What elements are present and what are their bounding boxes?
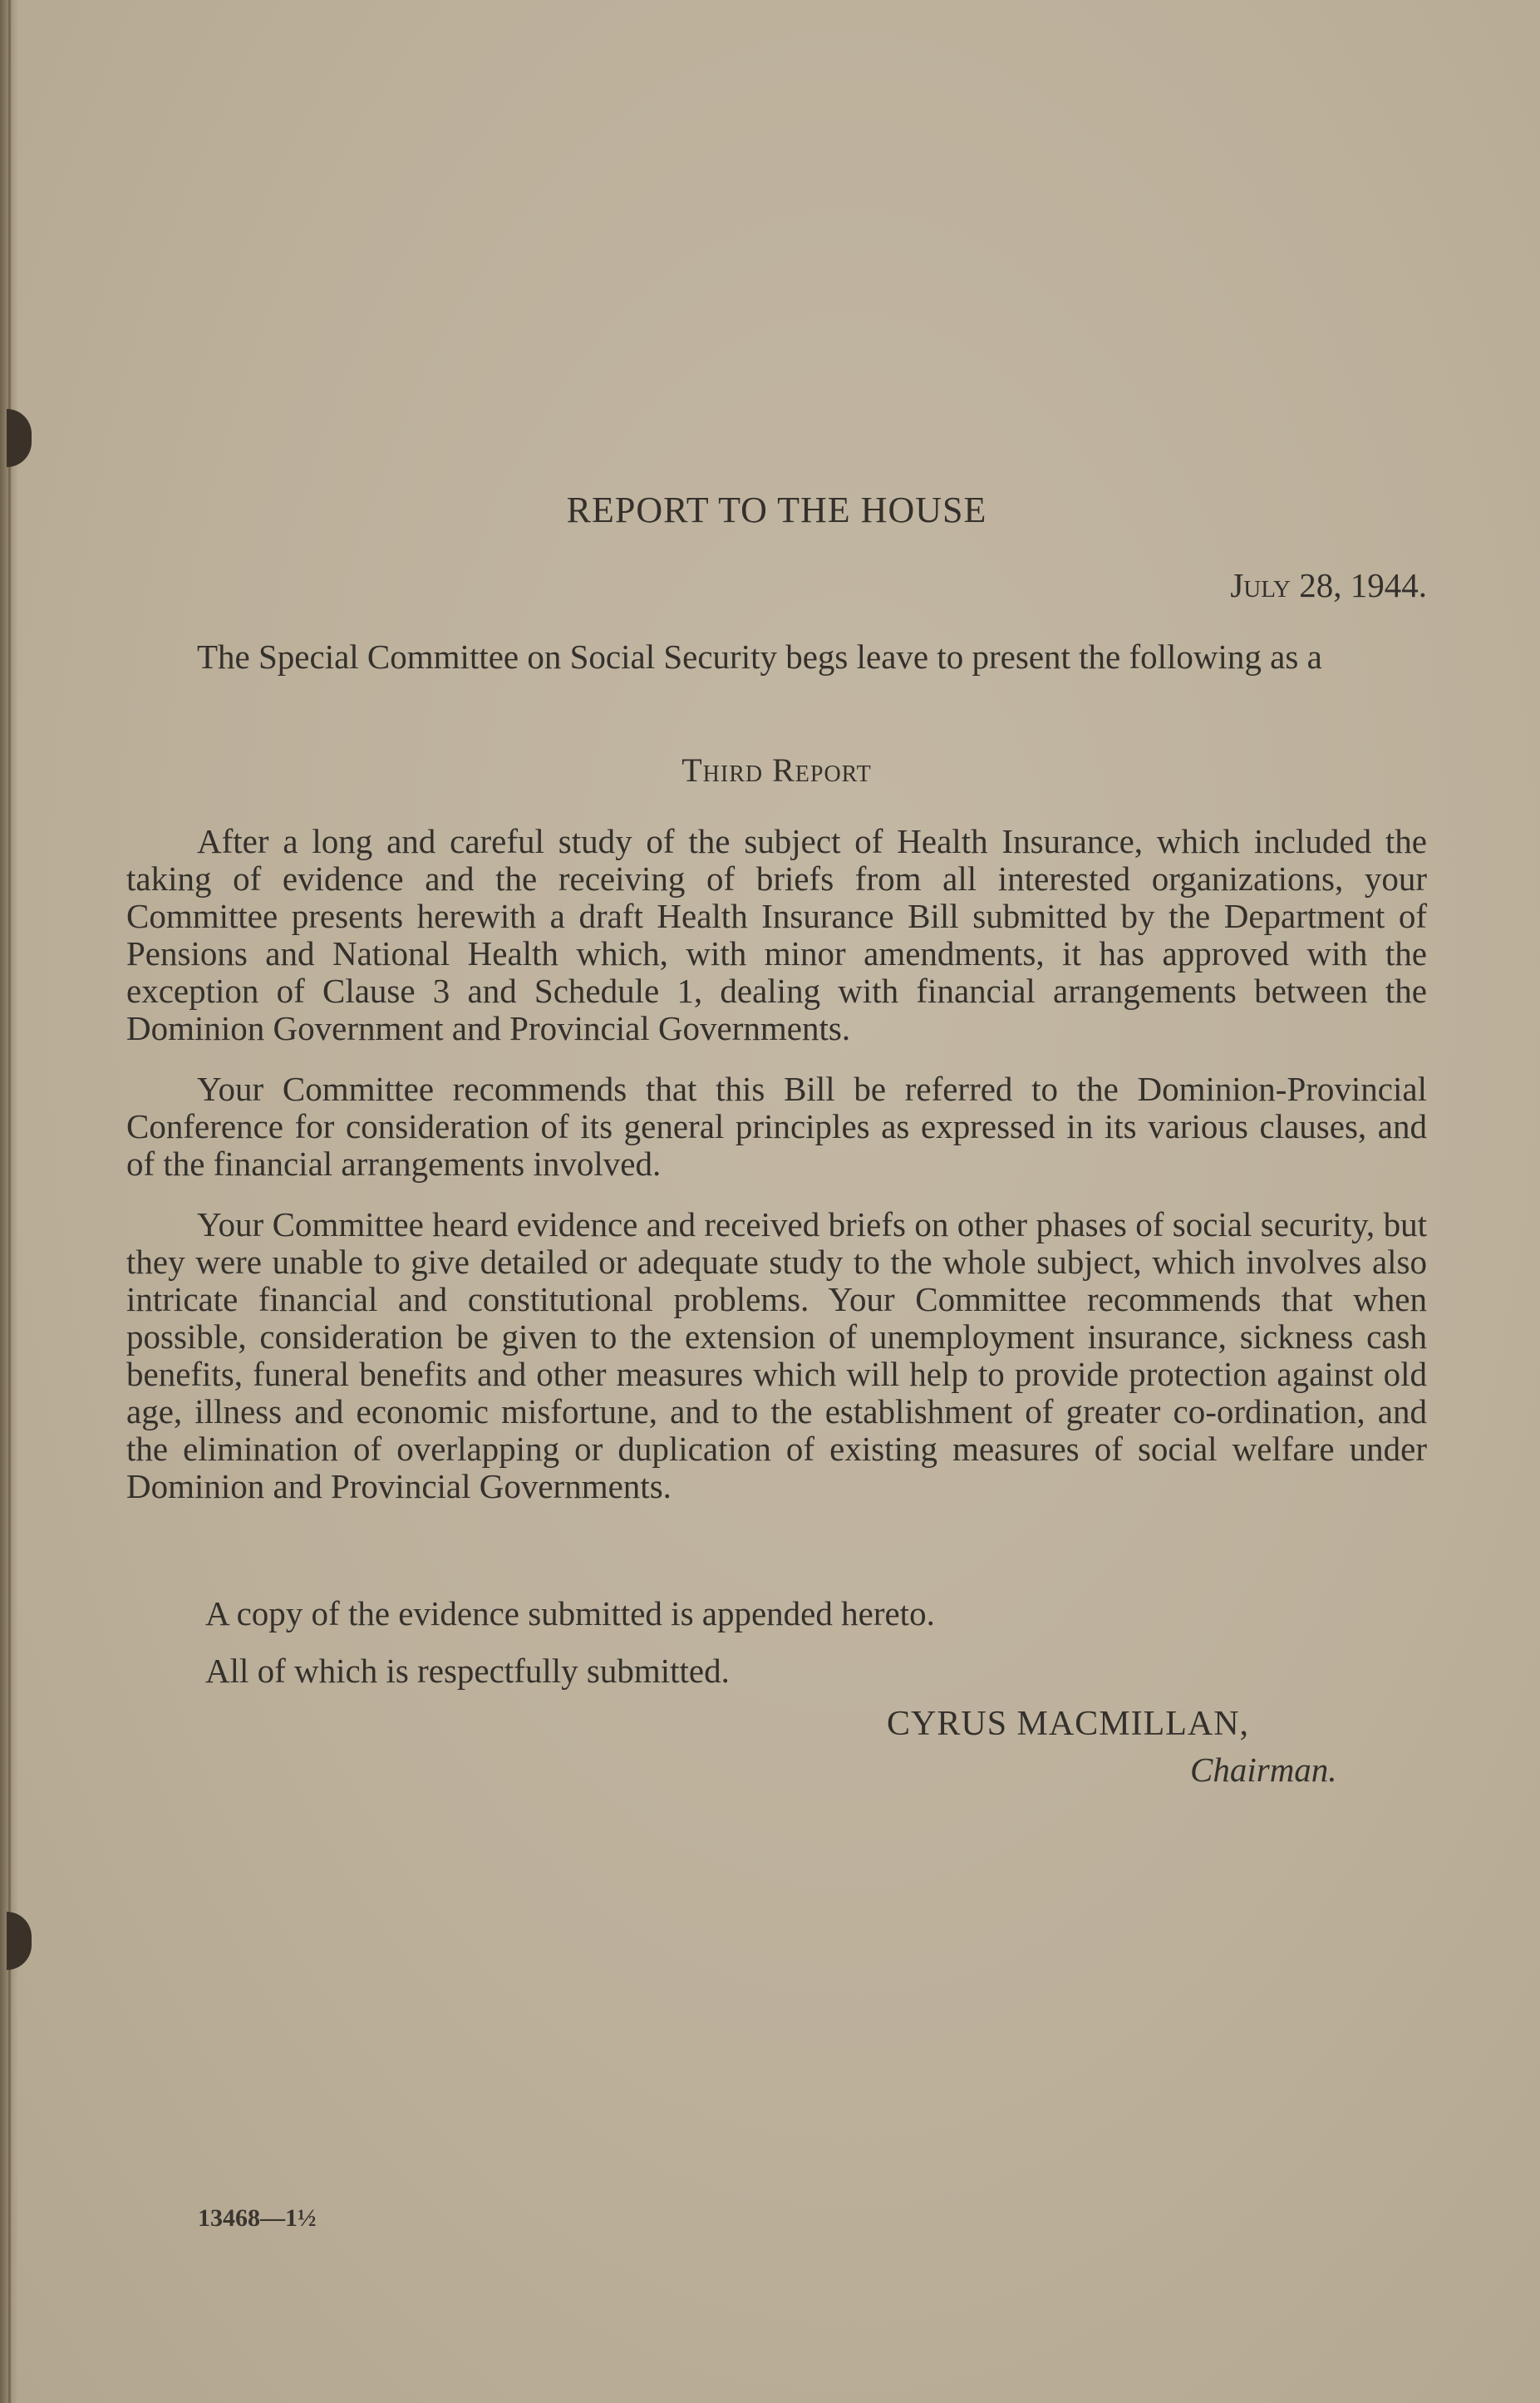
report-title: Third Report — [681, 751, 872, 789]
punch-hole-top — [7, 409, 32, 467]
closing-line: All of which is respectfully submitted. — [205, 1652, 730, 1690]
punch-hole-bottom — [7, 1912, 32, 1970]
signer-title: Chairman. — [1190, 1751, 1337, 1789]
paragraph-social-security: Your Committee heard evidence and received briefs on other phases of social security, but they were unable to give detailed or adequate study to the whole subject, which involves also intricate financial and constitutional problems. Your Committee recommends that when possible, consideration be given to the extension of unemployment insurance, sickness cash benefits, funeral benefits and other measures which will help to provide protection against old age, illness and economic misfortune, and to the establishment of greater co-ordination, and the elimination of overlapping or duplication of existing measures of social welfare under Dominion and Provincial Governments. — [126, 1205, 1427, 1505]
body-paragraphs — [126, 823, 1427, 1529]
binding-line — [8, 0, 11, 2403]
intro-paragraph: The Special Committee on Social Security begs leave to present the following as a — [197, 638, 1322, 676]
print-code: 13468—1½ — [198, 2204, 317, 2232]
appended-note: A copy of the evidence submitted is appended hereto. — [205, 1594, 935, 1632]
report-date: July 28, 1944. — [1230, 566, 1427, 604]
paragraph-health-insurance: After a long and careful study of the subject of Health Insurance, which included the taking of evidence and the receiving of briefs from all interested organizations, your Committee presents herewith a draft Health Insurance Bill submitted by the Department of Pensions and National Health which, with minor amendments, it has approved with the exception of Clause 3 and Schedule 1, dealing with financial arrangements between the Dominion Government and Provincial Governments. — [126, 822, 1427, 1047]
report-heading: REPORT TO THE HOUSE — [566, 490, 987, 530]
signer-name: CYRUS MACMILLAN, — [887, 1705, 1250, 1743]
paragraph-referral: Your Committee recommends that this Bill be referred to the Dominion-Provincial Conference for consideration of its general principles as expressed in its various clauses, and of the financial arrangements involved. — [126, 1070, 1427, 1183]
